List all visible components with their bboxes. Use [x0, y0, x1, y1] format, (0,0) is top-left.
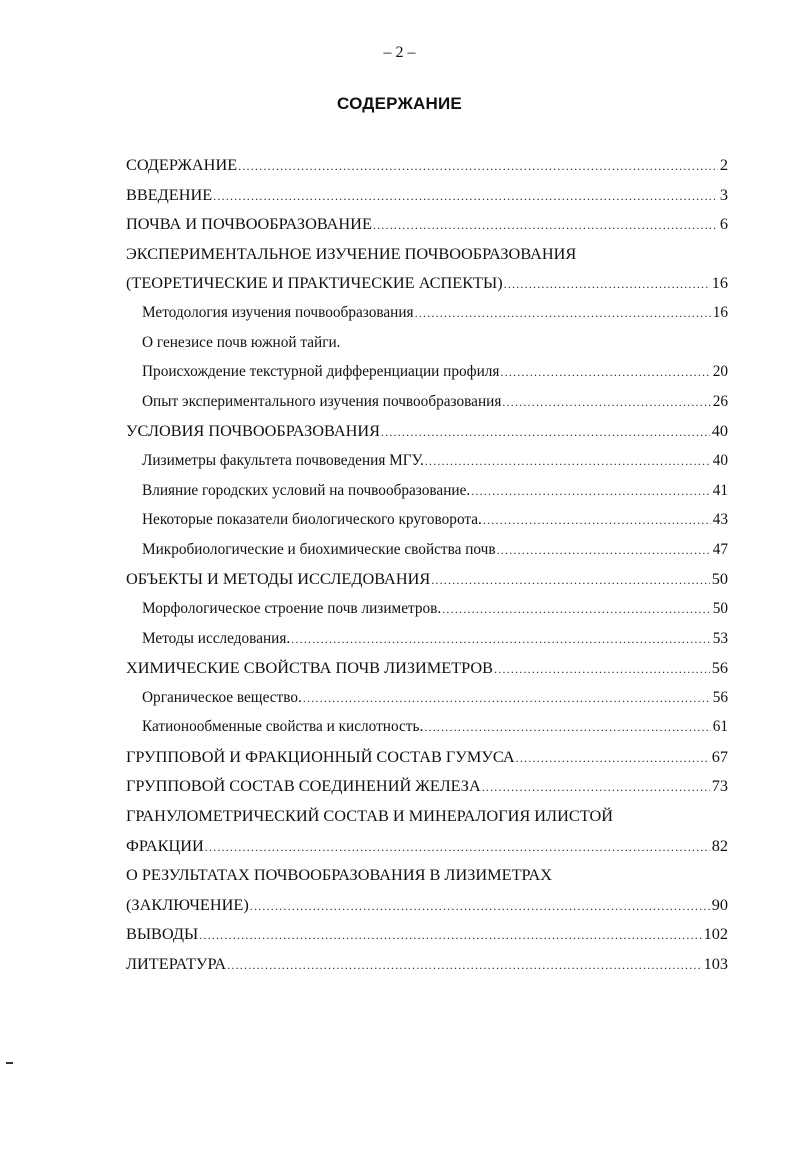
- toc-entry[interactable]: [126, 416, 728, 446]
- toc-entry[interactable]: [126, 771, 728, 801]
- toc-entry-page: 50: [711, 569, 728, 589]
- toc-entry[interactable]: [126, 564, 728, 594]
- toc-entry[interactable]: [126, 239, 728, 269]
- toc-entry[interactable]: [126, 535, 728, 565]
- toc-entry-page: 67: [711, 746, 728, 766]
- toc-entry[interactable]: [126, 357, 728, 387]
- toc-entry-page: 16: [711, 273, 728, 293]
- toc-entry-page: 50: [712, 599, 728, 617]
- toc-entry-page: 73: [711, 776, 728, 796]
- dot-leader: [500, 358, 710, 388]
- toc-entry-title: ВЫВОДЫ: [126, 924, 199, 944]
- dot-leader: [238, 152, 718, 182]
- toc-entry-title: ПОЧВА И ПОЧВООБРАЗОВАНИЕ: [126, 214, 372, 234]
- toc-entry-page: 102: [703, 924, 728, 944]
- dot-leader: [431, 566, 710, 596]
- scan-mark: [6, 1062, 13, 1064]
- toc-entry[interactable]: [126, 890, 728, 920]
- toc-entry[interactable]: [126, 476, 728, 506]
- toc-entry-title: ОБЪЕКТЫ И МЕТОДЫ ИССЛЕДОВАНИЯ: [126, 569, 431, 589]
- toc-entry[interactable]: [126, 268, 728, 298]
- toc-entry-page: 3: [719, 184, 728, 204]
- toc-entry-page: 47: [712, 540, 728, 558]
- dot-leader: [199, 921, 701, 951]
- toc-entry-title: Лизиметры факультета почвоведения МГУ.: [142, 451, 424, 469]
- dot-leader: [250, 892, 710, 922]
- toc-entry[interactable]: [126, 387, 728, 417]
- toc-entry[interactable]: [126, 298, 728, 328]
- toc-entry-title: ГРУППОВОЙ И ФРАКЦИОННЫЙ СОСТАВ ГУМУСА: [126, 746, 515, 766]
- toc-entry-page: 82: [711, 835, 728, 855]
- toc-entry[interactable]: [126, 505, 728, 535]
- toc-entry-title: Микробиологические и биохимические свойства почв: [142, 540, 496, 558]
- dot-leader: [424, 713, 710, 743]
- toc-entry-page: 61: [712, 718, 728, 736]
- toc-entry-page: 40: [711, 421, 728, 441]
- toc-entry-title: О РЕЗУЛЬТАТАХ ПОЧВООБРАЗОВАНИЯ В ЛИЗИМЕТРАХ: [126, 865, 553, 885]
- toc-entry-title: ЛИТЕРАТУРА: [126, 954, 227, 974]
- toc-entry-title: ВВЕДЕНИЕ: [126, 184, 213, 204]
- toc-entry[interactable]: [126, 683, 728, 713]
- toc-entry-page: 6: [719, 214, 728, 234]
- dot-leader: [415, 299, 711, 329]
- toc-entry-title: Влияние городских условий на почвообразование.: [142, 481, 471, 499]
- toc-entry-page: 43: [712, 511, 728, 529]
- toc-entry-title: Катионообменные свойства и кислотность.: [142, 718, 424, 736]
- toc-entry[interactable]: [126, 919, 728, 949]
- toc-entry[interactable]: [126, 742, 728, 772]
- toc-entry-title: (ЗАКЛЮЧЕНИЕ): [126, 894, 249, 914]
- toc-entry-title: Некоторые показатели биологического круговорота.: [142, 511, 482, 529]
- toc-entry-page: 56: [712, 688, 728, 706]
- toc-entry-title: ГРАНУЛОМЕТРИЧЕСКИЙ СОСТАВ И МИНЕРАЛОГИЯ ИЛИСТОЙ: [126, 806, 613, 826]
- toc-entry-page: 16: [712, 303, 728, 321]
- toc-entry-title: УСЛОВИЯ ПОЧВООБРАЗОВАНИЯ: [126, 421, 380, 441]
- toc-entry-page: 103: [703, 954, 728, 974]
- toc-entry[interactable]: [126, 949, 728, 979]
- toc-entry-title: ФРАКЦИИ: [126, 835, 204, 855]
- toc-entry-title: ГРУППОВОЙ СОСТАВ СОЕДИНЕНИЙ ЖЕЛЕЗА: [126, 776, 481, 796]
- toc-entry-title: Происхождение текстурной дифференциации профиля: [142, 363, 500, 381]
- toc-entry[interactable]: [126, 831, 728, 861]
- dot-leader: [497, 536, 711, 566]
- toc-entry-page: 41: [712, 481, 728, 499]
- dot-leader: [482, 773, 710, 803]
- toc-entry[interactable]: [126, 328, 728, 358]
- toc-entry[interactable]: [126, 712, 728, 742]
- toc-entry[interactable]: [126, 624, 728, 654]
- toc-entry-title: (ТЕОРЕТИЧЕСКИЕ И ПРАКТИЧЕСКИЕ АСПЕКТЫ): [126, 273, 503, 293]
- toc-entry[interactable]: [126, 446, 728, 476]
- dot-leader: [483, 506, 711, 536]
- toc-entry-page: 26: [712, 392, 728, 410]
- toc-entry-title: Морфологическое строение почв лизиметров.: [142, 599, 442, 617]
- dot-leader: [213, 182, 718, 212]
- toc-entry-page: 90: [711, 894, 728, 914]
- toc-entry[interactable]: [126, 801, 728, 831]
- toc-entry-title: Опыт экспериментального изучения почвообразования: [142, 392, 502, 410]
- toc-entry-title: Методология изучения почвообразования: [142, 303, 414, 321]
- dot-leader: [303, 684, 711, 714]
- toc-entry-title: О генезисе почв южной тайги.: [142, 333, 341, 351]
- page-number: – 2 –: [383, 44, 416, 61]
- toc-entry-page: 56: [711, 658, 728, 678]
- toc-entry[interactable]: [126, 653, 728, 683]
- dot-leader: [494, 655, 710, 685]
- toc-entry-title: ЭКСПЕРИМЕНТАЛЬНОЕ ИЗУЧЕНИЕ ПОЧВООБРАЗОВАНИЯ: [126, 243, 577, 263]
- toc-entry[interactable]: [126, 150, 728, 180]
- toc-entry[interactable]: [126, 594, 728, 624]
- toc-entry-page: 53: [712, 629, 728, 647]
- toc-entry-title: Методы исследования.: [142, 629, 291, 647]
- dot-leader: [502, 388, 710, 418]
- dot-leader: [516, 744, 710, 774]
- dot-leader: [471, 477, 710, 507]
- dot-leader: [425, 447, 711, 477]
- dot-leader: [205, 833, 710, 863]
- toc-entry[interactable]: [126, 860, 728, 890]
- toc-entry-page: 40: [712, 451, 728, 469]
- toc-entry-page: 2: [719, 155, 728, 174]
- table-of-contents: [126, 150, 728, 979]
- toc-entry-title: Органическое вещество.: [142, 688, 302, 706]
- toc-entry-page: 20: [712, 363, 728, 381]
- toc-entry-title: ХИМИЧЕСКИЕ СВОЙСТВА ПОЧВ ЛИЗИМЕТРОВ: [126, 658, 494, 678]
- dot-leader: [381, 418, 710, 448]
- dot-leader: [373, 211, 718, 241]
- toc-entry[interactable]: [126, 180, 728, 210]
- toc-entry[interactable]: [126, 209, 728, 239]
- toc-entry-title: СОДЕРЖАНИЕ: [126, 155, 238, 174]
- dot-leader: [291, 625, 710, 655]
- dot-leader: [227, 951, 701, 981]
- dot-leader: [442, 595, 710, 625]
- page-title: СОДЕРЖАНИЕ: [337, 94, 462, 113]
- dot-leader: [504, 270, 710, 300]
